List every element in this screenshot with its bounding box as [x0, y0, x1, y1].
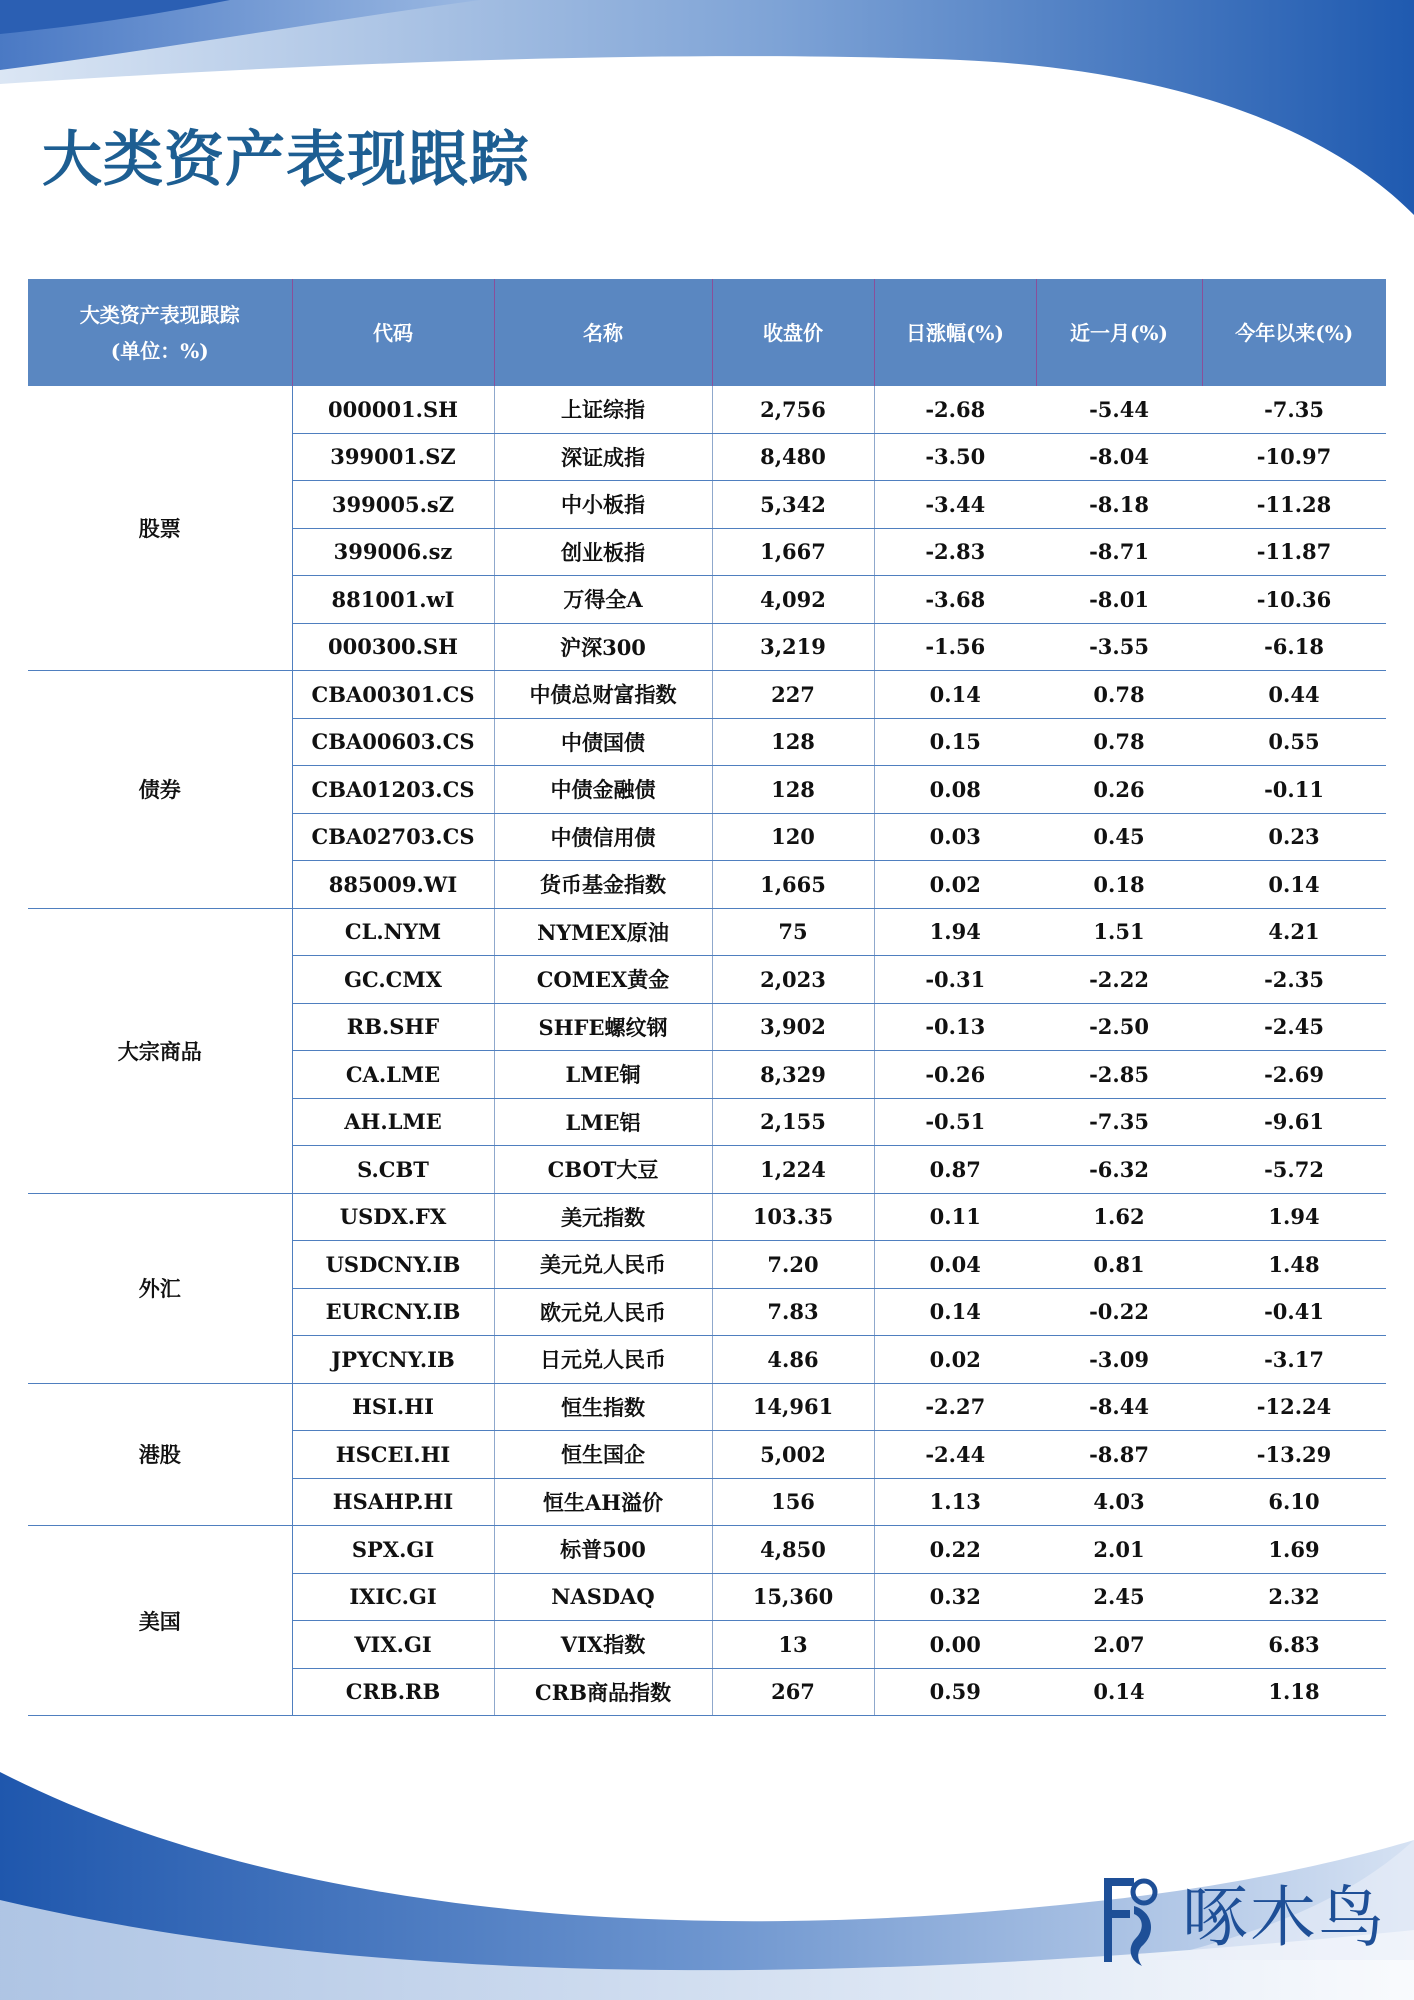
daily-change-cell: 0.22: [874, 1526, 1036, 1574]
code-cell: CBA00603.CS: [292, 718, 494, 766]
ytd-change-cell: 1.69: [1202, 1526, 1386, 1574]
ytd-change-cell: -3.17: [1202, 1336, 1386, 1384]
code-cell: RB.SHF: [292, 1003, 494, 1051]
month-change-cell: 0.81: [1036, 1241, 1202, 1289]
code-cell: SPX.GI: [292, 1526, 494, 1574]
table-row: [28, 1526, 1386, 1574]
header-category: [28, 279, 292, 386]
month-change-cell: -8.44: [1036, 1383, 1202, 1431]
header-month: 近一月(%): [1036, 279, 1202, 386]
month-change-cell: 0.26: [1036, 766, 1202, 814]
code-cell: 881001.wI: [292, 576, 494, 624]
code-cell: 399006.sz: [292, 528, 494, 576]
close-price-cell: 8,480: [712, 433, 874, 481]
name-cell: 恒生AH溢价: [494, 1478, 712, 1526]
name-cell: 万得全A: [494, 576, 712, 624]
close-price-cell: 4,850: [712, 1526, 874, 1574]
name-cell: 恒生指数: [494, 1383, 712, 1431]
month-change-cell: -2.85: [1036, 1051, 1202, 1099]
ytd-change-cell: -11.28: [1202, 481, 1386, 529]
daily-change-cell: -0.13: [874, 1003, 1036, 1051]
header-close: 收盘价: [712, 279, 874, 386]
name-cell: LME铝: [494, 1098, 712, 1146]
ytd-change-cell: 4.21: [1202, 908, 1386, 956]
month-change-cell: -7.35: [1036, 1098, 1202, 1146]
month-change-cell: -2.22: [1036, 956, 1202, 1004]
code-cell: AH.LME: [292, 1098, 494, 1146]
asset-performance-table: [28, 279, 1386, 1716]
month-change-cell: -8.01: [1036, 576, 1202, 624]
code-cell: 399001.SZ: [292, 433, 494, 481]
name-cell: 恒生国企: [494, 1431, 712, 1479]
ytd-change-cell: -11.87: [1202, 528, 1386, 576]
table-body: [28, 386, 1386, 1716]
name-cell: CRB商品指数: [494, 1668, 712, 1716]
ytd-change-cell: 0.44: [1202, 671, 1386, 719]
name-cell: SHFE螺纹钢: [494, 1003, 712, 1051]
ytd-change-cell: -10.36: [1202, 576, 1386, 624]
code-cell: CL.NYM: [292, 908, 494, 956]
code-cell: VIX.GI: [292, 1621, 494, 1669]
close-price-cell: 15,360: [712, 1573, 874, 1621]
daily-change-cell: 0.14: [874, 1288, 1036, 1336]
close-price-cell: 5,002: [712, 1431, 874, 1479]
name-cell: 中小板指: [494, 481, 712, 529]
close-price-cell: 75: [712, 908, 874, 956]
month-change-cell: -8.18: [1036, 481, 1202, 529]
month-change-cell: -3.09: [1036, 1336, 1202, 1384]
woodpecker-logo-icon: [1098, 1870, 1160, 1970]
daily-change-cell: 0.02: [874, 861, 1036, 909]
close-price-cell: 3,902: [712, 1003, 874, 1051]
daily-change-cell: 0.02: [874, 1336, 1036, 1384]
close-price-cell: 3,219: [712, 623, 874, 671]
month-change-cell: 2.01: [1036, 1526, 1202, 1574]
ytd-change-cell: -2.69: [1202, 1051, 1386, 1099]
daily-change-cell: 0.14: [874, 671, 1036, 719]
code-cell: CBA02703.CS: [292, 813, 494, 861]
daily-change-cell: 0.03: [874, 813, 1036, 861]
header-category-title: 大类资产表现跟踪: [79, 302, 240, 327]
close-price-cell: 103.35: [712, 1193, 874, 1241]
month-change-cell: 2.45: [1036, 1573, 1202, 1621]
name-cell: NASDAQ: [494, 1573, 712, 1621]
daily-change-cell: -2.44: [874, 1431, 1036, 1479]
code-cell: GC.CMX: [292, 956, 494, 1004]
ytd-change-cell: -13.29: [1202, 1431, 1386, 1479]
name-cell: 中债总财富指数: [494, 671, 712, 719]
daily-change-cell: 0.59: [874, 1668, 1036, 1716]
header-daily: 日涨幅(%): [874, 279, 1036, 386]
name-cell: 中债金融债: [494, 766, 712, 814]
daily-change-cell: 0.11: [874, 1193, 1036, 1241]
close-price-cell: 1,665: [712, 861, 874, 909]
code-cell: USDCNY.IB: [292, 1241, 494, 1289]
name-cell: 中债信用债: [494, 813, 712, 861]
header-row: [28, 279, 1386, 386]
close-price-cell: 5,342: [712, 481, 874, 529]
month-change-cell: -6.32: [1036, 1146, 1202, 1194]
close-price-cell: 13: [712, 1621, 874, 1669]
close-price-cell: 128: [712, 766, 874, 814]
ytd-change-cell: -12.24: [1202, 1383, 1386, 1431]
code-cell: EURCNY.IB: [292, 1288, 494, 1336]
month-change-cell: -8.87: [1036, 1431, 1202, 1479]
category-cell: 大宗商品: [28, 908, 292, 1193]
ytd-change-cell: -0.11: [1202, 766, 1386, 814]
name-cell: COMEX黄金: [494, 956, 712, 1004]
name-cell: 沪深300: [494, 623, 712, 671]
name-cell: 美元指数: [494, 1193, 712, 1241]
ytd-change-cell: -2.45: [1202, 1003, 1386, 1051]
ytd-change-cell: 1.94: [1202, 1193, 1386, 1241]
close-price-cell: 128: [712, 718, 874, 766]
ytd-change-cell: -7.35: [1202, 386, 1386, 433]
close-price-cell: 120: [712, 813, 874, 861]
brand-logo: [1098, 1870, 1398, 1970]
name-cell: LME铜: [494, 1051, 712, 1099]
code-cell: CRB.RB: [292, 1668, 494, 1716]
name-cell: 日元兑人民币: [494, 1336, 712, 1384]
month-change-cell: -8.04: [1036, 433, 1202, 481]
close-price-cell: 8,329: [712, 1051, 874, 1099]
table-row: [28, 908, 1386, 956]
month-change-cell: 2.07: [1036, 1621, 1202, 1669]
code-cell: CBA00301.CS: [292, 671, 494, 719]
ytd-change-cell: -5.72: [1202, 1146, 1386, 1194]
header-code: 代码: [292, 279, 494, 386]
name-cell: 美元兑人民币: [494, 1241, 712, 1289]
code-cell: HSAHP.HI: [292, 1478, 494, 1526]
ytd-change-cell: 1.48: [1202, 1241, 1386, 1289]
close-price-cell: 2,756: [712, 386, 874, 433]
daily-change-cell: 0.15: [874, 718, 1036, 766]
code-cell: CBA01203.CS: [292, 766, 494, 814]
header-name: 名称: [494, 279, 712, 386]
name-cell: 货币基金指数: [494, 861, 712, 909]
code-cell: HSI.HI: [292, 1383, 494, 1431]
ytd-change-cell: 0.14: [1202, 861, 1386, 909]
daily-change-cell: -2.68: [874, 386, 1036, 433]
ytd-change-cell: 6.10: [1202, 1478, 1386, 1526]
daily-change-cell: -3.68: [874, 576, 1036, 624]
ytd-change-cell: -0.41: [1202, 1288, 1386, 1336]
name-cell: 上证综指: [494, 386, 712, 433]
daily-change-cell: -2.27: [874, 1383, 1036, 1431]
name-cell: 欧元兑人民币: [494, 1288, 712, 1336]
code-cell: IXIC.GI: [292, 1573, 494, 1621]
page-title: 大类资产表现跟踪: [42, 125, 530, 195]
daily-change-cell: 1.94: [874, 908, 1036, 956]
daily-change-cell: -0.51: [874, 1098, 1036, 1146]
category-cell: 股票: [28, 386, 292, 671]
ytd-change-cell: 0.55: [1202, 718, 1386, 766]
daily-change-cell: 0.08: [874, 766, 1036, 814]
ytd-change-cell: 0.23: [1202, 813, 1386, 861]
daily-change-cell: 0.04: [874, 1241, 1036, 1289]
close-price-cell: 1,224: [712, 1146, 874, 1194]
table-header: [28, 279, 1386, 386]
asset-performance-table-container: [28, 279, 1386, 1716]
code-cell: 000300.SH: [292, 623, 494, 671]
code-cell: HSCEI.HI: [292, 1431, 494, 1479]
daily-change-cell: 0.32: [874, 1573, 1036, 1621]
daily-change-cell: 0.00: [874, 1621, 1036, 1669]
close-price-cell: 227: [712, 671, 874, 719]
name-cell: NYMEX原油: [494, 908, 712, 956]
daily-change-cell: -2.83: [874, 528, 1036, 576]
close-price-cell: 2,023: [712, 956, 874, 1004]
name-cell: 创业板指: [494, 528, 712, 576]
ytd-change-cell: 2.32: [1202, 1573, 1386, 1621]
close-price-cell: 7.20: [712, 1241, 874, 1289]
code-cell: 399005.sZ: [292, 481, 494, 529]
month-change-cell: 0.78: [1036, 671, 1202, 719]
code-cell: CA.LME: [292, 1051, 494, 1099]
month-change-cell: 1.62: [1036, 1193, 1202, 1241]
name-cell: CBOT大豆: [494, 1146, 712, 1194]
table-row: [28, 1383, 1386, 1431]
close-price-cell: 2,155: [712, 1098, 874, 1146]
name-cell: 深证成指: [494, 433, 712, 481]
close-price-cell: 14,961: [712, 1383, 874, 1431]
code-cell: S.CBT: [292, 1146, 494, 1194]
close-price-cell: 267: [712, 1668, 874, 1716]
daily-change-cell: -0.31: [874, 956, 1036, 1004]
ytd-change-cell: -2.35: [1202, 956, 1386, 1004]
month-change-cell: 0.14: [1036, 1668, 1202, 1716]
close-price-cell: 156: [712, 1478, 874, 1526]
category-cell: 美国: [28, 1526, 292, 1716]
ytd-change-cell: 1.18: [1202, 1668, 1386, 1716]
close-price-cell: 4,092: [712, 576, 874, 624]
month-change-cell: -0.22: [1036, 1288, 1202, 1336]
code-cell: USDX.FX: [292, 1193, 494, 1241]
code-cell: 000001.SH: [292, 386, 494, 433]
category-cell: 债券: [28, 671, 292, 909]
table-row: [28, 671, 1386, 719]
header-ytd: 今年以来(%): [1202, 279, 1386, 386]
close-price-cell: 1,667: [712, 528, 874, 576]
close-price-cell: 7.83: [712, 1288, 874, 1336]
name-cell: VIX指数: [494, 1621, 712, 1669]
daily-change-cell: -3.44: [874, 481, 1036, 529]
month-change-cell: 0.45: [1036, 813, 1202, 861]
table-row: [28, 386, 1386, 433]
month-change-cell: 0.78: [1036, 718, 1202, 766]
table-row: [28, 1193, 1386, 1241]
header-category-unit: (单位：%): [110, 338, 209, 363]
month-change-cell: 0.18: [1036, 861, 1202, 909]
ytd-change-cell: -9.61: [1202, 1098, 1386, 1146]
month-change-cell: -2.50: [1036, 1003, 1202, 1051]
ytd-change-cell: 6.83: [1202, 1621, 1386, 1669]
ytd-change-cell: -10.97: [1202, 433, 1386, 481]
daily-change-cell: -0.26: [874, 1051, 1036, 1099]
month-change-cell: 1.51: [1036, 908, 1202, 956]
close-price-cell: 4.86: [712, 1336, 874, 1384]
daily-change-cell: 0.87: [874, 1146, 1036, 1194]
name-cell: 标普500: [494, 1526, 712, 1574]
name-cell: 中债国债: [494, 718, 712, 766]
daily-change-cell: 1.13: [874, 1478, 1036, 1526]
brand-name: 啄木鸟: [1182, 1879, 1386, 1956]
daily-change-cell: -3.50: [874, 433, 1036, 481]
month-change-cell: 4.03: [1036, 1478, 1202, 1526]
category-cell: 外汇: [28, 1193, 292, 1383]
category-cell: 港股: [28, 1383, 292, 1526]
month-change-cell: -3.55: [1036, 623, 1202, 671]
month-change-cell: -8.71: [1036, 528, 1202, 576]
daily-change-cell: -1.56: [874, 623, 1036, 671]
ytd-change-cell: -6.18: [1202, 623, 1386, 671]
month-change-cell: -5.44: [1036, 386, 1202, 433]
code-cell: 885009.WI: [292, 861, 494, 909]
code-cell: JPYCNY.IB: [292, 1336, 494, 1384]
